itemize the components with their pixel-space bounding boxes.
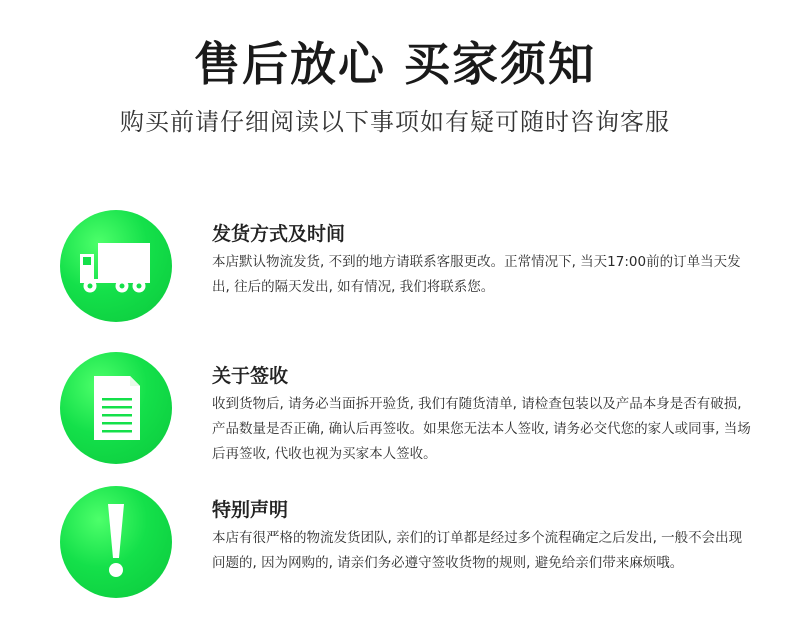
page-subtitle: 购买前请仔细阅读以下事项如有疑可随时咨询客服	[120, 108, 670, 136]
section-statement	[60, 486, 760, 606]
section-shipping-text	[212, 220, 752, 300]
truck-icon	[60, 210, 172, 322]
section-body: 本店有很严格的物流发货团队, 亲们的订单都是经过多个流程确定之后发出, 一般不会出现问题的, 因为网购的, 请亲们务必遵守签收货物的规则, 避免给亲们带来麻烦哦。	[212, 530, 743, 571]
section-body: 收到货物后, 请务必当面拆开验货, 我们有随货清单, 请检查包装以及产品本身是否有破损, 产品数量是否正确, 确认后再签收。如果您无法本人签收, 请务必交代您的家人或同事, 当场后再签收, 代收也视为买家本人签收。	[212, 396, 751, 462]
section-heading: 发货方式及时间	[212, 223, 346, 245]
page-title: 售后放心 买家须知	[193, 37, 596, 91]
section-shipping	[60, 210, 760, 330]
section-receipt	[60, 352, 760, 472]
document-icon	[60, 352, 172, 464]
section-heading: 特别声明	[212, 499, 289, 521]
exclamation-icon	[60, 486, 172, 598]
section-statement-text	[212, 496, 752, 576]
section-body: 本店默认物流发货, 不到的地方请联系客服更改。正常情况下, 当天17:00前的订单当天发出, 往后的隔天发出, 如有情况, 我们将联系您。	[212, 254, 741, 295]
section-receipt-text	[212, 362, 752, 467]
exclamation-icon-graphic	[60, 486, 172, 598]
document-icon-graphic	[60, 352, 172, 464]
truck-icon-graphic	[60, 210, 172, 322]
section-heading: 关于签收	[212, 365, 289, 387]
